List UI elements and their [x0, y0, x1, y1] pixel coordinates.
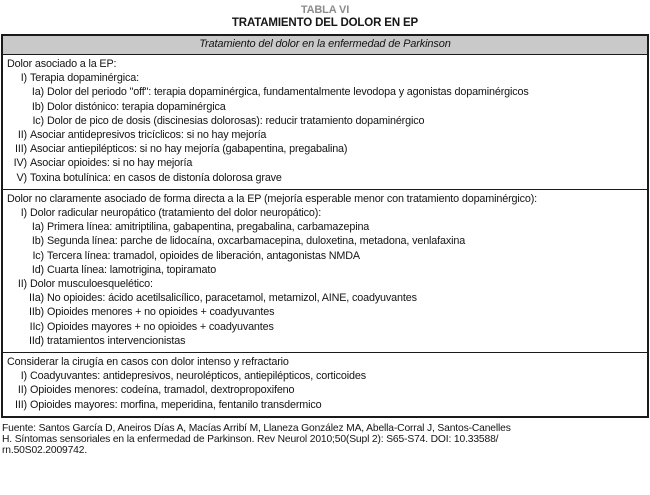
item-text: Dolor del periodo "off": terapia dopaminérgica, fundamentalmente levodopa y agonistas dopaminérgicos: [47, 86, 529, 99]
section-heading: Dolor no claramente asociado de forma directa a la EP (mejoría esperable menor con tratamiento dopaminérgico):: [7, 192, 538, 205]
item-label: II): [17, 384, 27, 397]
treatment-table: [1, 34, 649, 418]
item-row: [7, 369, 643, 383]
item-label: IId): [29, 334, 44, 347]
item-row: [7, 156, 643, 170]
item-text: Asociar antiepilépticos: si no hay mejoría (gabapentina, pregabalina): [30, 143, 348, 156]
item-text: Dolor radicular neuropático (tratamiento del dolor neuropático):: [30, 207, 322, 220]
table-sections: [3, 55, 647, 416]
item-row: [7, 383, 643, 397]
section-heading: Considerar la cirugía en casos con dolor intenso y refractario: [7, 356, 289, 369]
item-row: [22, 334, 643, 348]
item-label: IIa): [29, 292, 44, 305]
item-row: [22, 220, 643, 234]
item-row: [7, 171, 643, 185]
item-text: Dolor de pico de dosis (discinesias dolorosas): reducir tratamiento dopaminérgico: [47, 114, 425, 127]
item-text: Terapia dopaminérgica:: [30, 72, 139, 85]
item-row: [22, 249, 643, 263]
table-section: [3, 55, 647, 189]
item-text: Segunda línea: parche de lidocaína, oxcarbamacepina, duloxetina, metadona, venlafaxina: [47, 235, 466, 248]
item-label: Ic): [32, 114, 44, 127]
item-row: [22, 100, 643, 114]
item-label: Id): [31, 263, 44, 276]
item-text: Dolor musculoesquelético:: [30, 278, 153, 291]
citation-line: rn.50S02.2009742.: [2, 445, 88, 457]
item-text: tratamientos intervencionistas: [47, 334, 186, 347]
item-text: Opioides mayores + no opioides + coadyuvantes: [47, 320, 274, 333]
item-row: [7, 142, 643, 156]
item-label: V): [16, 171, 27, 184]
table-section: [3, 189, 647, 352]
citation-line: Fuente: Santos García D, Aneiros Días A, Macías Arribí M, Llaneza González MA, Abella-Corral J, Santos-Canelles: [2, 422, 511, 434]
item-row: [22, 263, 643, 277]
item-text: Opioides menores: codeína, tramadol, dextropropoxifeno: [30, 384, 295, 397]
citation-line: H. Síntomas sensoriales en la enfermedad de Parkinson. Rev Neurol 2010;50(Supl 2): S65-S74. DOI: 10.33588/: [2, 434, 499, 446]
item-label: III): [15, 143, 27, 156]
item-label: Ib): [31, 100, 44, 113]
item-row: [7, 128, 643, 142]
item-row: [22, 305, 643, 319]
page-title: TRATAMIENTO DEL DOLOR EN EP: [231, 17, 419, 29]
item-text: Opioides menores + no opioides + coadyuvantes: [47, 306, 275, 319]
item-label: Ib): [31, 235, 44, 248]
item-text: Asociar antidepresivos tricíclicos: si no hay mejoría: [30, 129, 267, 142]
item-label: II): [17, 278, 27, 291]
item-text: Primera línea: amitriptilina, gabapentina, pregabalina, carbamazepina: [47, 221, 370, 234]
item-text: Tercera línea: tramadol, opioides de liberación, antagonistas NMDA: [47, 249, 360, 262]
source-citation: [2, 423, 648, 457]
item-text: Asociar opioides: si no hay mejoría: [30, 157, 193, 170]
table-section: [3, 352, 647, 416]
table-header-row: Tratamiento del dolor en la enfermedad de Parkinson: [3, 36, 647, 55]
table-number-label: TABLA VI: [300, 4, 350, 16]
item-label: I): [20, 207, 27, 220]
section-heading: Dolor asociado a la EP:: [7, 58, 117, 70]
item-row: [22, 291, 643, 305]
item-text: Opioides mayores: morfina, meperidina, fentanilo transdermico: [30, 398, 322, 411]
item-label: IV): [13, 157, 27, 170]
item-label: Ia): [31, 221, 44, 234]
item-label: II): [17, 129, 27, 142]
item-label: IIb): [29, 306, 44, 319]
item-text: No opioides: ácido acetilsalicílico, paracetamol, metamizol, AINE, coadyuvantes: [47, 292, 417, 305]
item-text: Cuarta línea: lamotrigina, topiramato: [47, 263, 217, 276]
item-row: [22, 320, 643, 334]
item-text: Coadyuvantes: antidepresivos, neurolépticos, antiepilépticos, corticoides: [30, 370, 366, 383]
item-label: Ic): [32, 249, 44, 262]
item-row: [22, 114, 643, 128]
item-row: [7, 277, 643, 291]
item-text: Dolor distónico: terapia dopaminérgica: [47, 100, 226, 113]
item-row: [7, 71, 643, 85]
item-row: [22, 85, 643, 99]
item-label: I): [20, 72, 27, 85]
item-label: IIc): [29, 320, 44, 333]
item-row: [7, 398, 643, 412]
item-label: III): [15, 398, 27, 411]
item-label: Ia): [31, 86, 44, 99]
item-row: [22, 234, 643, 248]
item-text: Toxina botulínica: en casos de distonía dolorosa grave: [30, 171, 282, 184]
item-row: [7, 206, 643, 220]
item-label: I): [20, 370, 27, 383]
